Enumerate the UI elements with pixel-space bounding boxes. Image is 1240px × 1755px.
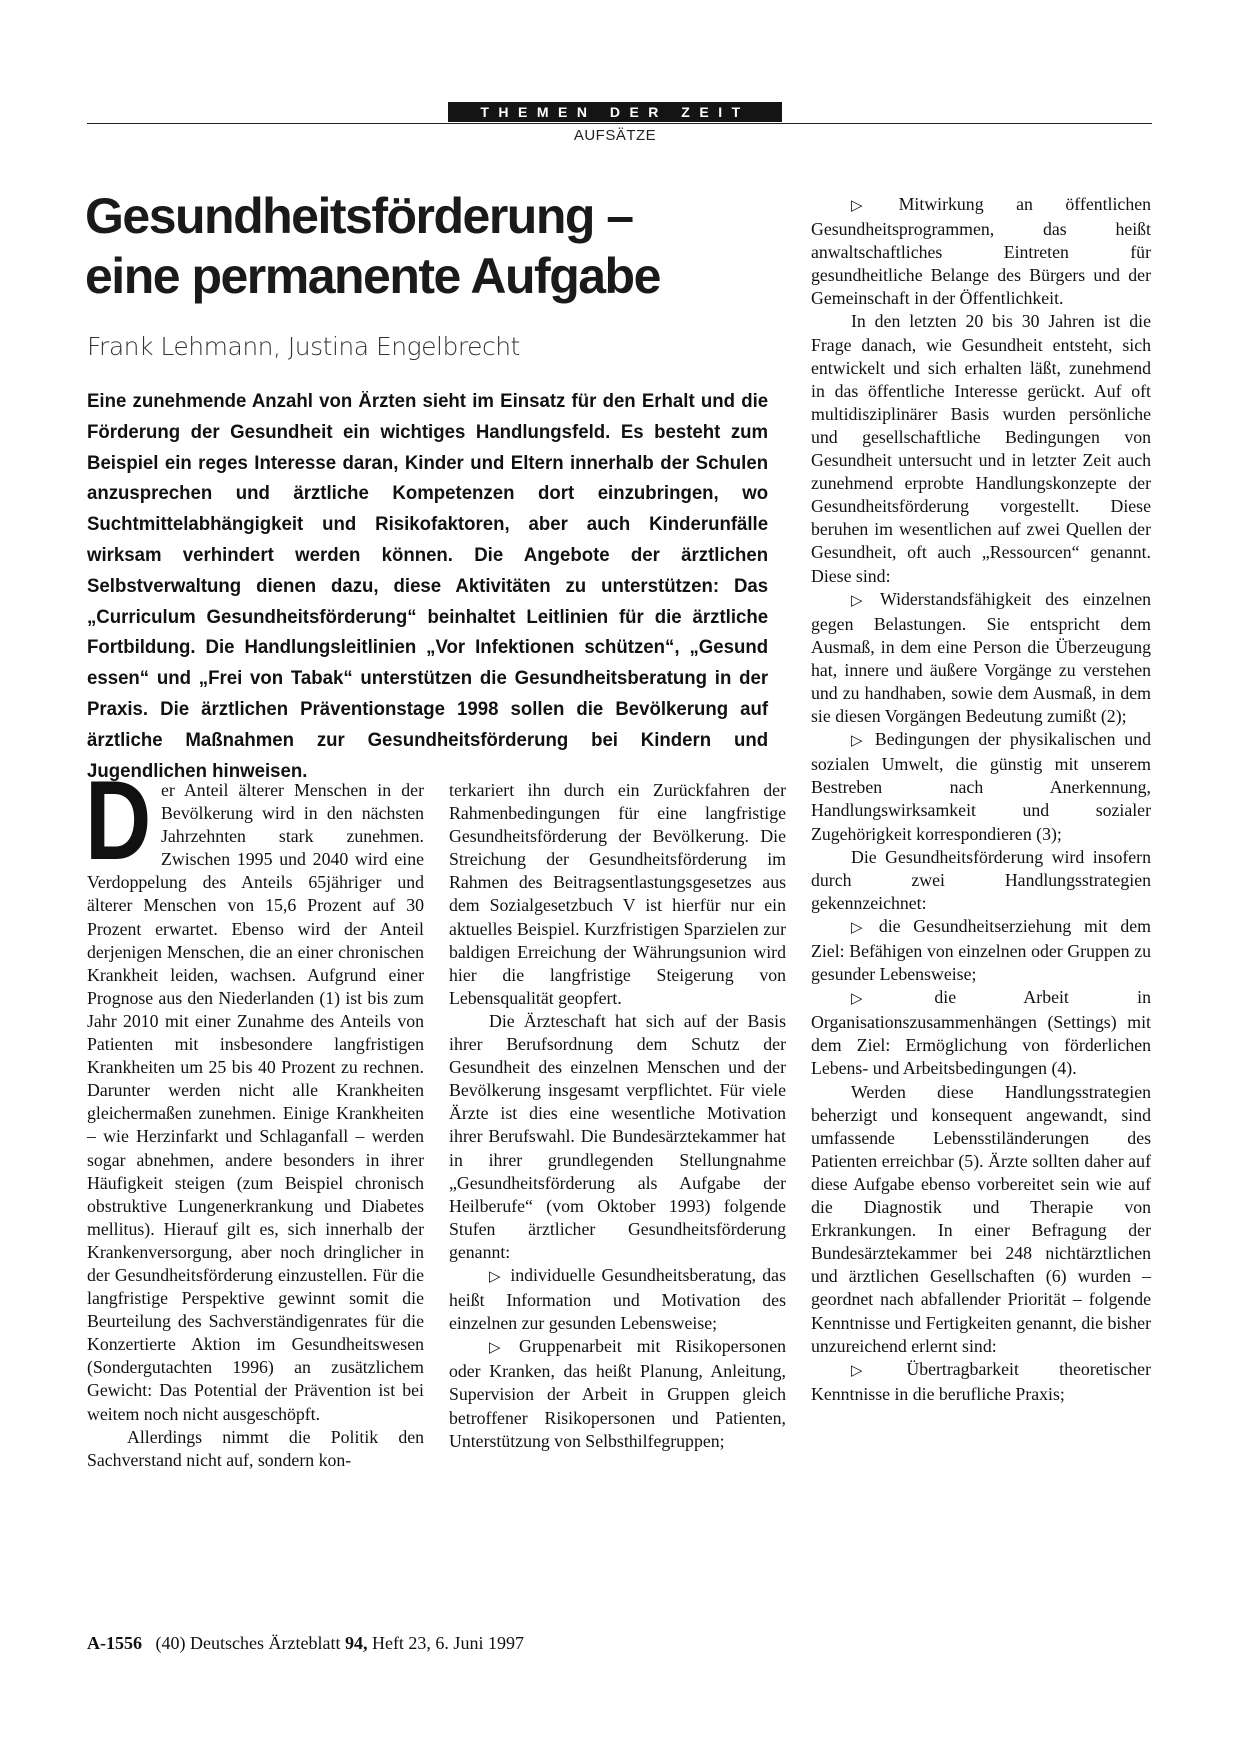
list-item-text: Gruppenarbeit mit Risikopersonen oder Kranken, das heißt Planung, Anleitung, Supervision der Arbeit in Gruppen gleich betroffener Risikopersonen und Patienten, Unterstützung von Selbsthilfegruppen; <box>449 1336 786 1451</box>
paragraph: In den letzten 20 bis 30 Jahren ist die Frage danach, wie Gesundheit entsteht, sich entwickelt und sich erhalten läßt, zunehmend in das öffentliche Interesse gerückt. Auf oft multidisziplinärer Basis wurden persönliche und gesellschaftliche Bedingungen von Gesundheit untersucht und in letzter Zeit auch zunehmend erprobte Handlungskonzepte der Gesundheitsförderung vorgestellt. Diese beruhen im wesentlichen auf zwei Quellen der Gesundheit, oft auch „Ressourcen“ genannt. Diese sind: <box>811 311 1151 586</box>
paragraph: Die Ärzteschaft hat sich auf der Basis ihrer Berufsordnung dem Schutz der Gesundheit des einzelnen Menschen und der Bevölkerung insgesamt verpflichtet. Für viele Ärzte ist dies eine wesentliche Motivation ihrer Berufswahl. Die Bundesärztekammer hat in ihrer grundlegenden Stellungnahme „Gesundheitsförderung als Aufgabe der Heilberufe“ (vom Oktober 1993) folgende Stufen ärztlicher Gesundheitsförderung genannt: <box>449 1010 786 1262</box>
triangle-bullet-icon: ▷ <box>851 1362 899 1379</box>
body-column-2 <box>449 779 786 1453</box>
list-item-text: Übertragbarkeit theoretischer Kenntnisse in die berufliche Praxis; <box>811 1358 1151 1404</box>
list-item-text: Bedingungen der physikalischen und sozialen Umwelt, die günstig mit unserem Bestreben nach Anerkennung, Handlungswirksamkeit und sozialer Zugehörigkeit korrespondieren (3); <box>811 729 1151 844</box>
triangle-bullet-icon: ▷ <box>851 919 871 936</box>
list-item-text: Widerstandsfähigkeit des einzelnen gegen Belastungen. Sie entspricht dem Ausmaß, in dem eine Person die Überzeugung hat, innere und äußere Vorgänge zu verstehen und zu handhaben, sowie dem Ausmaß, in dem sie diesen Vorgängen Bedeutung zumißt (2); <box>811 588 1151 727</box>
list-item <box>811 588 1151 729</box>
section-label: THEMEN DER ZEIT <box>448 102 782 122</box>
list-item-text: die Gesundheitserziehung mit dem Ziel: Befähigen von einzelnen oder Gruppen zu gesunder Lebensweise; <box>811 915 1151 985</box>
list-item <box>811 728 1151 845</box>
triangle-bullet-icon: ▷ <box>489 1340 512 1357</box>
list-item <box>811 986 1151 1080</box>
paragraph: Die Gesundheitsförderung wird insofern durch zwei Handlungsstrategien gekennzeichnet: <box>811 846 1151 913</box>
list-item <box>449 1264 786 1335</box>
list-item <box>449 1335 786 1452</box>
list-item-text: die Arbeit in Organisationszusammenhängen (Settings) mit dem Ziel: Ermöglichung von förderlichen Lebens- und Arbeitsbedingungen (4). <box>811 987 1151 1079</box>
volume-number: 94, <box>344 1633 368 1653</box>
triangle-bullet-icon: ▷ <box>851 592 872 609</box>
list-item-text: individuelle Gesundheitsberatung, das heißt Information und Motivation des einzelnen zur gesunden Lebensweise; <box>449 1264 786 1334</box>
triangle-bullet-icon: ▷ <box>489 1268 503 1285</box>
authors: Frank Lehmann, Justina Engelbrecht <box>87 332 520 361</box>
paragraph: Werden diese Handlungsstrategien beherzigt und konsequent angewandt, sind umfassende Lebensstiländerungen des Patienten erreichbar (5). Ärzte sollten daher auf diese Aufgabe ebenso vorbereitet sein wie auf die Diagnostik und Therapie von Erkrankungen. In einer Befragung der Bundesärztekammer bei 248 nichtärztlichen und ärztlichen Gesellschaften (6) wurden – geordnet nach abfallender Priorität – folgende Kenntnisse und Fertigkeiten genannt, die bisher unzureichend erlernt sind: <box>811 1081 1151 1356</box>
page-number-alt: (40) <box>155 1633 186 1653</box>
paragraph: terkariert ihn durch ein Zurückfahren der Rahmenbedingungen für eine langfristige Gesundheitsförderung der Bevölkerung. Die Streichung der Gesundheitsförderung im Rahmen des Beitragsentlastungsgesetzes aus dem Sozialgesetzbuch V ist hierfür nur ein aktuelles Beispiel. Kurzfristigen Sparzielen zur baldigen Erreichung der Währungsunion wird hier die langfristige Steigerung von Lebensqualität geopfert. <box>449 780 786 1008</box>
list-item-text: Mitwirkung an öffentlichen Gesundheitsprogrammen, das heißt anwaltschaftliches Eintreten für gesundheitliche Belange des Bürgers und der Gemeinschaft in der Öffentlichkeit. <box>811 194 1151 309</box>
triangle-bullet-icon: ▷ <box>851 733 867 750</box>
paragraph-text: er Anteil älterer Menschen in der Bevölkerung wird in den nächsten Jahrzehnten stark zunehmen. Zwischen 1995 und 2040 wird eine Verdoppelung des Anteils 65jähriger und älterer Menschen von 15,6 Prozent auf 30 Prozent erwartet. Ebenso wird der Anteil derjenigen Menschen, die an einer chronischen Krankheit leiden, wachsen. Aufgrund einer Prognose aus den Niederlanden (1) ist bis zum Jahr 2010 mit einer Zunahme des Anteils von Patienten mit insbesondere langfristigen Krankheiten um 25 bis 40 Prozent zu rechnen. Darunter werden nicht alle Krankheiten gleichermaßen zunehmen. Einige Krankheiten – wie Herzinfarkt und Schlaganfall – werden sogar abnehmen, andere besonders in ihrer Häufigkeit steigen (zum Beispiel chronisch obstruktive Lungenerkrankung und Diabetes mellitus). Hierauf gilt es, sich innerhalb der Krankenversorgung, aber noch dringlicher in der Gesundheitsförderung einzustellen. Für die langfristige Perspektive gewinnt somit die Beurteilung des Sachverständigenrates für die Konzertierte Aktion im Gesundheitswesen (Sondergutachten 1996) an zusätzlichem Gewicht: Das Potential der Prävention ist bei weitem noch nicht ausgeschöpft. <box>87 780 424 1424</box>
subsection-label: AUFSÄTZE <box>573 127 657 144</box>
body-column-1 <box>85 758 424 1472</box>
issue-info: Heft 23, 6. Juni 1997 <box>371 1633 524 1653</box>
body-column-3 <box>811 193 1151 1406</box>
triangle-bullet-icon: ▷ <box>851 991 927 1008</box>
page-footer <box>87 1633 524 1654</box>
title-line-1: Gesundheitsförderung – <box>85 188 633 244</box>
paragraph <box>85 758 424 1426</box>
article-title <box>85 186 785 306</box>
lead-paragraph: Eine zunehmende Anzahl von Ärzten sieht im Einsatz für den Erhalt und die Förderung der Gesundheit ein wichtiges Handlungsfeld. Es besteht zum Beispiel ein reges Interesse daran, Kinder und Eltern innerhalb der Schulen anzusprechen und ärztliche Kompetenzen dort einzubringen, wo Suchtmittelabhängigkeit und Risikofaktoren, aber auch Kinderunfälle wirksam verhindert werden können. Die Angebote der ärztlichen Selbstverwaltung dienen dazu, diese Aktivitäten zu unterstützen: Das „Curriculum Gesundheitsförderung“ beinhaltet Leitlinien für die ärztliche Fortbildung. Die Handlungsleitlinien „Vor Infektionen schützen“, „Gesund essen“ und „Frei von Tabak“ unterstützen die Gesundheitsberatung in der Praxis. Die ärztlichen Präventionstage 1998 sollen die Bevölkerung auf ärztliche Maßnahmen zur Gesundheitsförderung bei Kindern und Jugendlichen hinweisen. <box>87 391 769 782</box>
title-line-2: eine permanente Aufgabe <box>85 248 660 304</box>
list-item <box>811 915 1151 986</box>
paragraph: Allerdings nimmt die Politik den Sachverstand nicht auf, sondern kon- <box>87 1426 424 1470</box>
drop-cap: D <box>85 758 152 883</box>
list-item <box>811 193 1151 310</box>
list-item <box>811 1358 1151 1406</box>
page-number: A-1556 <box>87 1633 142 1653</box>
triangle-bullet-icon: ▷ <box>851 198 891 214</box>
header-rule <box>87 123 1152 124</box>
journal-name: Deutsches Ärzteblatt <box>190 1633 341 1653</box>
